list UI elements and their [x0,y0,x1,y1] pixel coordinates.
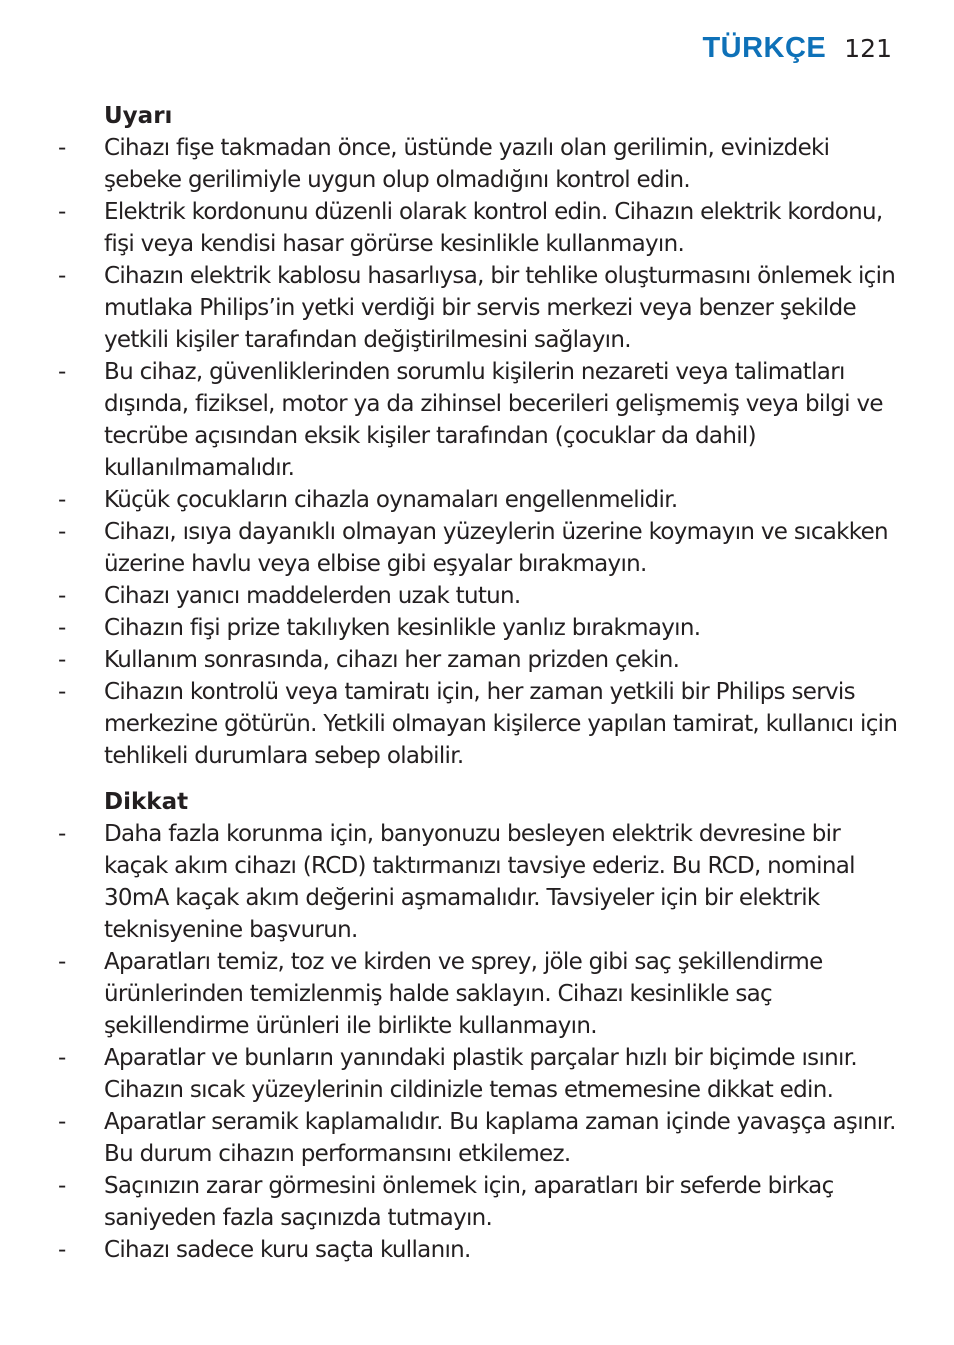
list-item-text: Bu cihaz, güvenliklerinden sorumlu kişilerin nezareti veya talimatları dışında, fiziksel, motor ya da zihinsel becerileri gelişmemiş veya bilgi ve tecrübe açısından eksik kişiler tarafından (çocuklar da dahil) kullanılmamalıdır. [104,359,883,481]
list-item-text: Cihazı fişe takmadan önce, üstünde yazılı olan gerilimin, evinizdeki şebeke gerilimiyle uygun olup olmadığını kontrol edin. [104,135,830,193]
bullet-dash: - [58,1045,66,1071]
warning-list [0,132,954,772]
list-item-text: Aparatlar seramik kaplamalıdır. Bu kaplama zaman içinde yavaşça aşınır. Bu durum cihazın performansını etkilemez. [104,1109,896,1167]
list-item [0,1234,954,1266]
page-header [702,32,892,65]
bullet-dash: - [58,1173,66,1199]
document-body [0,100,954,1280]
page-number: 121 [844,34,892,63]
language-label: TÜRKÇE [702,32,827,64]
list-item [0,1042,954,1106]
bullet-dash: - [58,135,66,161]
bullet-dash: - [58,519,66,545]
list-item-text: Cihazı, ısıya dayanıklı olmayan yüzeylerin üzerine koymayın ve sıcakken üzerine havlu veya elbise gibi eşyalar bırakmayın. [104,519,888,577]
list-item-text: Cihazı sadece kuru saçta kullanın. [104,1237,471,1263]
bullet-dash: - [58,679,66,705]
list-item [0,1106,954,1170]
bullet-dash: - [58,583,66,609]
bullet-dash: - [58,1109,66,1135]
bullet-dash: - [58,949,66,975]
list-item-text: Cihazın fişi prize takılıyken kesinlikle yanlız bırakmayın. [104,615,701,641]
section-warning [0,100,954,772]
section-title-warning: Uyarı [104,103,173,129]
list-item [0,196,954,260]
list-item [0,132,954,196]
list-item [0,356,954,484]
list-item [0,946,954,1042]
list-item-text: Kullanım sonrasında, cihazı her zaman prizden çekin. [104,647,680,673]
bullet-dash: - [58,263,66,289]
list-item [0,818,954,946]
bullet-dash: - [58,647,66,673]
bullet-dash: - [58,821,66,847]
list-item [0,676,954,772]
list-item-text: Aparatları temiz, toz ve kirden ve sprey, jöle gibi saç şekillendirme ürünlerinden temizlenmiş halde saklayın. Cihazı kesinlikle saç şekillendirme ürünleri ile birlikte kullanmayın. [104,949,823,1039]
bullet-dash: - [58,359,66,385]
list-item [0,644,954,676]
bullet-dash: - [58,199,66,225]
list-item-text: Küçük çocukların cihazla oynamaları engellenmelidir. [104,487,678,513]
bullet-dash: - [58,1237,66,1263]
section-title-caution: Dikkat [104,789,189,815]
list-item-text: Aparatlar ve bunların yanındaki plastik parçalar hızlı bir biçimde ısınır. Cihazın sıcak yüzeylerinin cildinizle temas etmemesine dikkat edin. [104,1045,857,1103]
list-item-text: Daha fazla korunma için, banyonuzu besleyen elektrik devresine bir kaçak akım cihazı (RCD) taktırmanızı tavsiye ederiz. Bu RCD, nominal 30mA kaçak akım değerini aşmamalıdır. Tavsiyeler için bir elektrik teknisyenine başvurun. [104,821,855,943]
list-item-text: Cihazın kontrolü veya tamiratı için, her zaman yetkili bir Philips servis merkezine götürün. Yetkili olmayan kişilerce yapılan tamirat, kullanıcı için tehlikeli durumlara sebep olabilir. [104,679,898,769]
list-item-text: Saçınızın zarar görmesini önlemek için, aparatları bir seferde birkaç saniyeden fazla saçınızda tutmayın. [104,1173,834,1231]
list-item [0,260,954,356]
list-item-text: Cihazın elektrik kablosu hasarlıysa, bir tehlike oluşturmasını önlemek için mutlaka Philips’in yetki verdiği bir servis merkezi veya benzer şekilde yetkili kişiler tarafından değiştirilmesini sağlayın. [104,263,896,353]
list-item [0,484,954,516]
bullet-dash: - [58,487,66,513]
list-item [0,516,954,580]
list-item-text: Elektrik kordonunu düzenli olarak kontrol edin. Cihazın elektrik kordonu, fişi veya kendisi hasar görürse kesinlikle kullanmayın. [104,199,883,257]
caution-list [0,818,954,1266]
section-caution [0,786,954,1266]
list-item [0,612,954,644]
list-item [0,1170,954,1234]
list-item [0,580,954,612]
list-item-text: Cihazı yanıcı maddelerden uzak tutun. [104,583,521,609]
bullet-dash: - [58,615,66,641]
